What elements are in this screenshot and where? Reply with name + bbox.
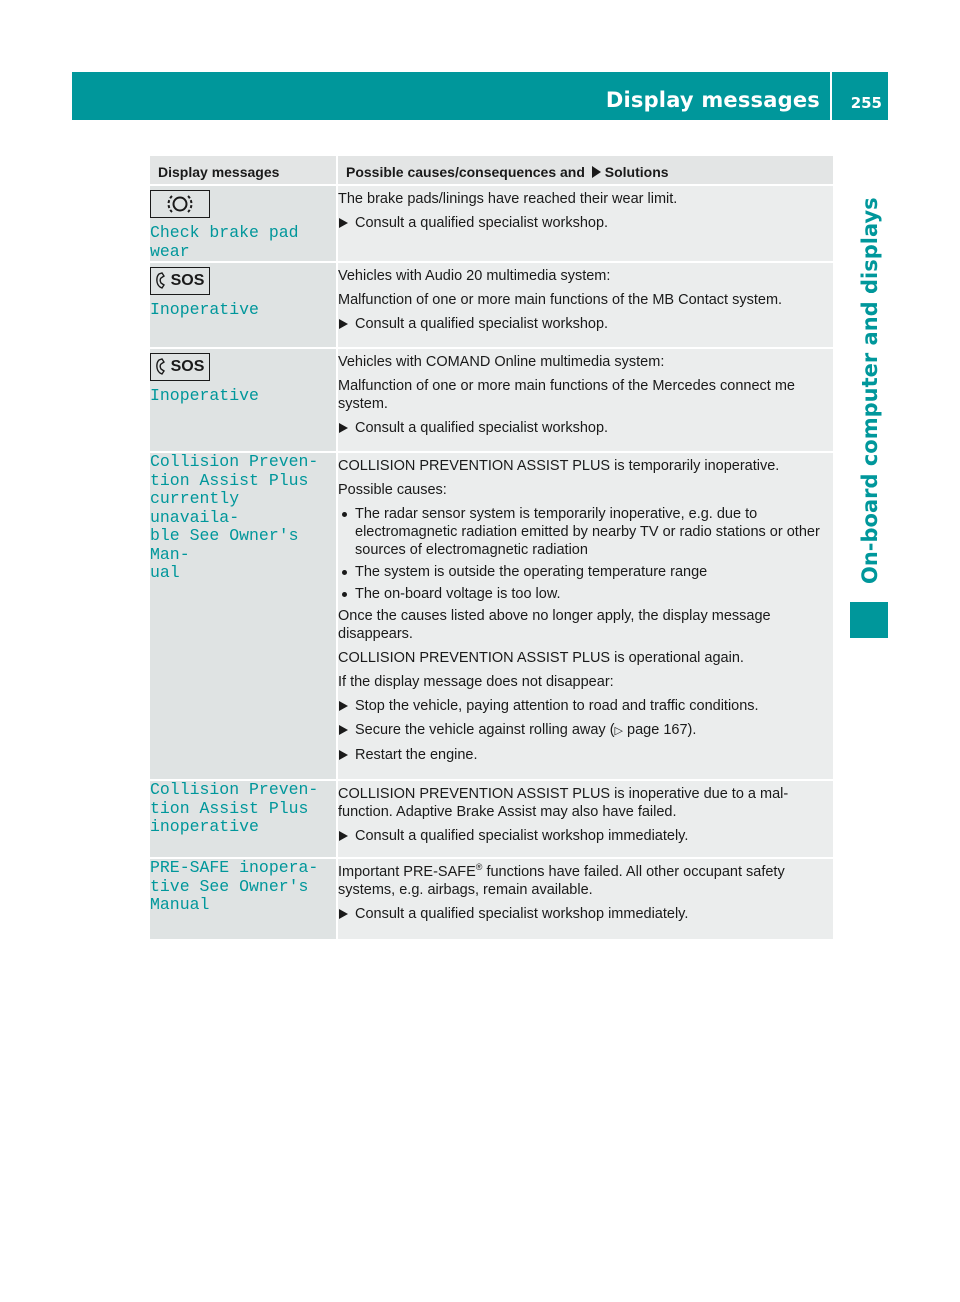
message-cell	[149, 858, 337, 940]
message-text: Check brake pad wear	[150, 223, 299, 261]
cause-text: Vehicles with COMAND Online multimedia system:	[338, 354, 665, 370]
solution-cell	[337, 262, 834, 348]
sos-label: SOS	[170, 272, 205, 289]
bullet-text: The on-board voltage is too low.	[355, 586, 561, 602]
bullet-dot-icon	[342, 512, 347, 517]
step-arrow-icon	[339, 725, 348, 735]
step-text: Secure the vehicle against rolling away (	[355, 722, 615, 738]
solution-cell	[337, 185, 834, 262]
header-bar	[72, 72, 888, 120]
cause-text: COLLISION PREVENTION ASSIST PLUS is temporarily inoperative.	[338, 458, 780, 474]
table-row	[149, 348, 834, 452]
cause-text	[338, 863, 833, 899]
message-cell	[149, 780, 337, 858]
table-header-row	[149, 155, 834, 185]
page-reference-link[interactable]: page 167).	[623, 722, 697, 738]
header-divider	[830, 72, 832, 120]
step-arrow-icon	[339, 218, 348, 228]
action-step	[338, 746, 833, 764]
message-cell	[149, 452, 337, 780]
message-cell	[149, 348, 337, 452]
solution-cell	[337, 858, 834, 940]
table-row	[149, 452, 834, 780]
page-number: 255	[850, 94, 882, 112]
cause-text: If the display message does not disappear:	[338, 674, 614, 690]
page-title: Display messages	[605, 88, 820, 112]
cause-text: Vehicles with Audio 20 multimedia system:	[338, 268, 611, 284]
message-text: Collision Preven‐ tion Assist Plus currently unavaila‐ ble See Owner's Man‐ ual	[150, 452, 319, 582]
col-header-solutions	[337, 155, 834, 185]
step-arrow-icon	[339, 423, 348, 433]
step-text: Consult a qualified specialist workshop.	[355, 316, 609, 332]
bullet-text: The radar sensor system is temporarily inoperative, e.g. due to electromagnetic radiation emitted by nearby TV or radio stations or other sources of electromagnetic radiation	[355, 506, 820, 558]
cause-bullet	[338, 585, 833, 603]
message-text: PRE-SAFE inopera‐ tive See Owner's Manual	[150, 858, 319, 914]
action-step	[338, 214, 833, 232]
bullet-dot-icon	[342, 570, 347, 575]
solution-cell	[337, 348, 834, 452]
cause-text: Once the causes listed above no longer apply, the display message disappears.	[338, 608, 771, 642]
page-ref-icon: ▷	[614, 725, 623, 737]
cause-text: The brake pads/linings have reached their wear limit.	[338, 191, 678, 207]
section-tab-label: On-board computer and displays	[858, 197, 882, 584]
step-arrow-icon	[339, 701, 348, 711]
solutions-arrow-icon	[592, 166, 601, 178]
step-text: Consult a qualified specialist workshop immediately.	[355, 906, 689, 922]
message-cell	[149, 185, 337, 262]
table-row	[149, 185, 834, 262]
table-row	[149, 262, 834, 348]
step-text: Consult a qualified specialist workshop immediately.	[355, 828, 689, 844]
step-text: Restart the engine.	[355, 747, 478, 763]
cause-bullet	[338, 505, 833, 559]
cause-text: COLLISION PREVENTION ASSIST PLUS is operational again.	[338, 650, 744, 666]
display-messages-table	[148, 154, 835, 941]
step-arrow-icon	[339, 909, 348, 919]
cause-bullet	[338, 563, 833, 581]
cause-text: Malfunction of one or more main functions of the MB Contact system.	[338, 292, 783, 308]
message-text: Inoperative	[150, 386, 259, 405]
sos-icon	[150, 353, 210, 381]
table-row	[149, 780, 834, 858]
cause-text-a: Important PRE-SAFE	[338, 864, 476, 880]
step-arrow-icon	[339, 319, 348, 329]
table-row	[149, 858, 834, 940]
action-step	[338, 905, 833, 923]
action-step	[338, 419, 833, 437]
sos-label: SOS	[170, 358, 205, 375]
step-arrow-icon	[339, 750, 348, 760]
step-text: Stop the vehicle, paying attention to road and traffic conditions.	[355, 698, 759, 714]
cause-text: Possible causes:	[338, 482, 447, 498]
action-step	[338, 827, 833, 845]
step-arrow-icon	[339, 831, 348, 841]
bullet-text: The system is outside the operating temperature range	[355, 564, 708, 580]
action-step	[338, 697, 833, 715]
section-tab-block	[850, 602, 888, 638]
step-text: Consult a qualified specialist workshop.	[355, 420, 609, 436]
message-text: Collision Preven‐ tion Assist Plus inoperative	[150, 780, 319, 836]
bullet-dot-icon	[342, 592, 347, 597]
cause-text: Malfunction of one or more main functions of the Mercedes connect me system.	[338, 378, 795, 412]
step-text: Consult a qualified specialist workshop.	[355, 215, 609, 231]
action-step	[338, 315, 833, 333]
solution-cell	[337, 780, 834, 858]
col-header-messages: Display messages	[149, 155, 337, 185]
registered-mark: ®	[475, 862, 483, 873]
action-step	[338, 721, 833, 740]
cause-text-b: functions have failed. All other occupant safety systems, e.g. airbags, remain available.	[338, 864, 785, 898]
message-cell	[149, 262, 337, 348]
cause-text: COLLISION PREVENTION ASSIST PLUS is inoperative due to a mal‐function. Adaptive Brake Assist may also have failed.	[338, 786, 789, 820]
message-text: Inoperative	[150, 300, 259, 319]
solution-cell	[337, 452, 834, 780]
col-header-solutions-a: Possible causes/consequences and	[346, 164, 585, 180]
col-header-solutions-b: Solutions	[604, 164, 669, 180]
brake-wear-icon	[150, 190, 210, 218]
sos-icon	[150, 267, 210, 295]
